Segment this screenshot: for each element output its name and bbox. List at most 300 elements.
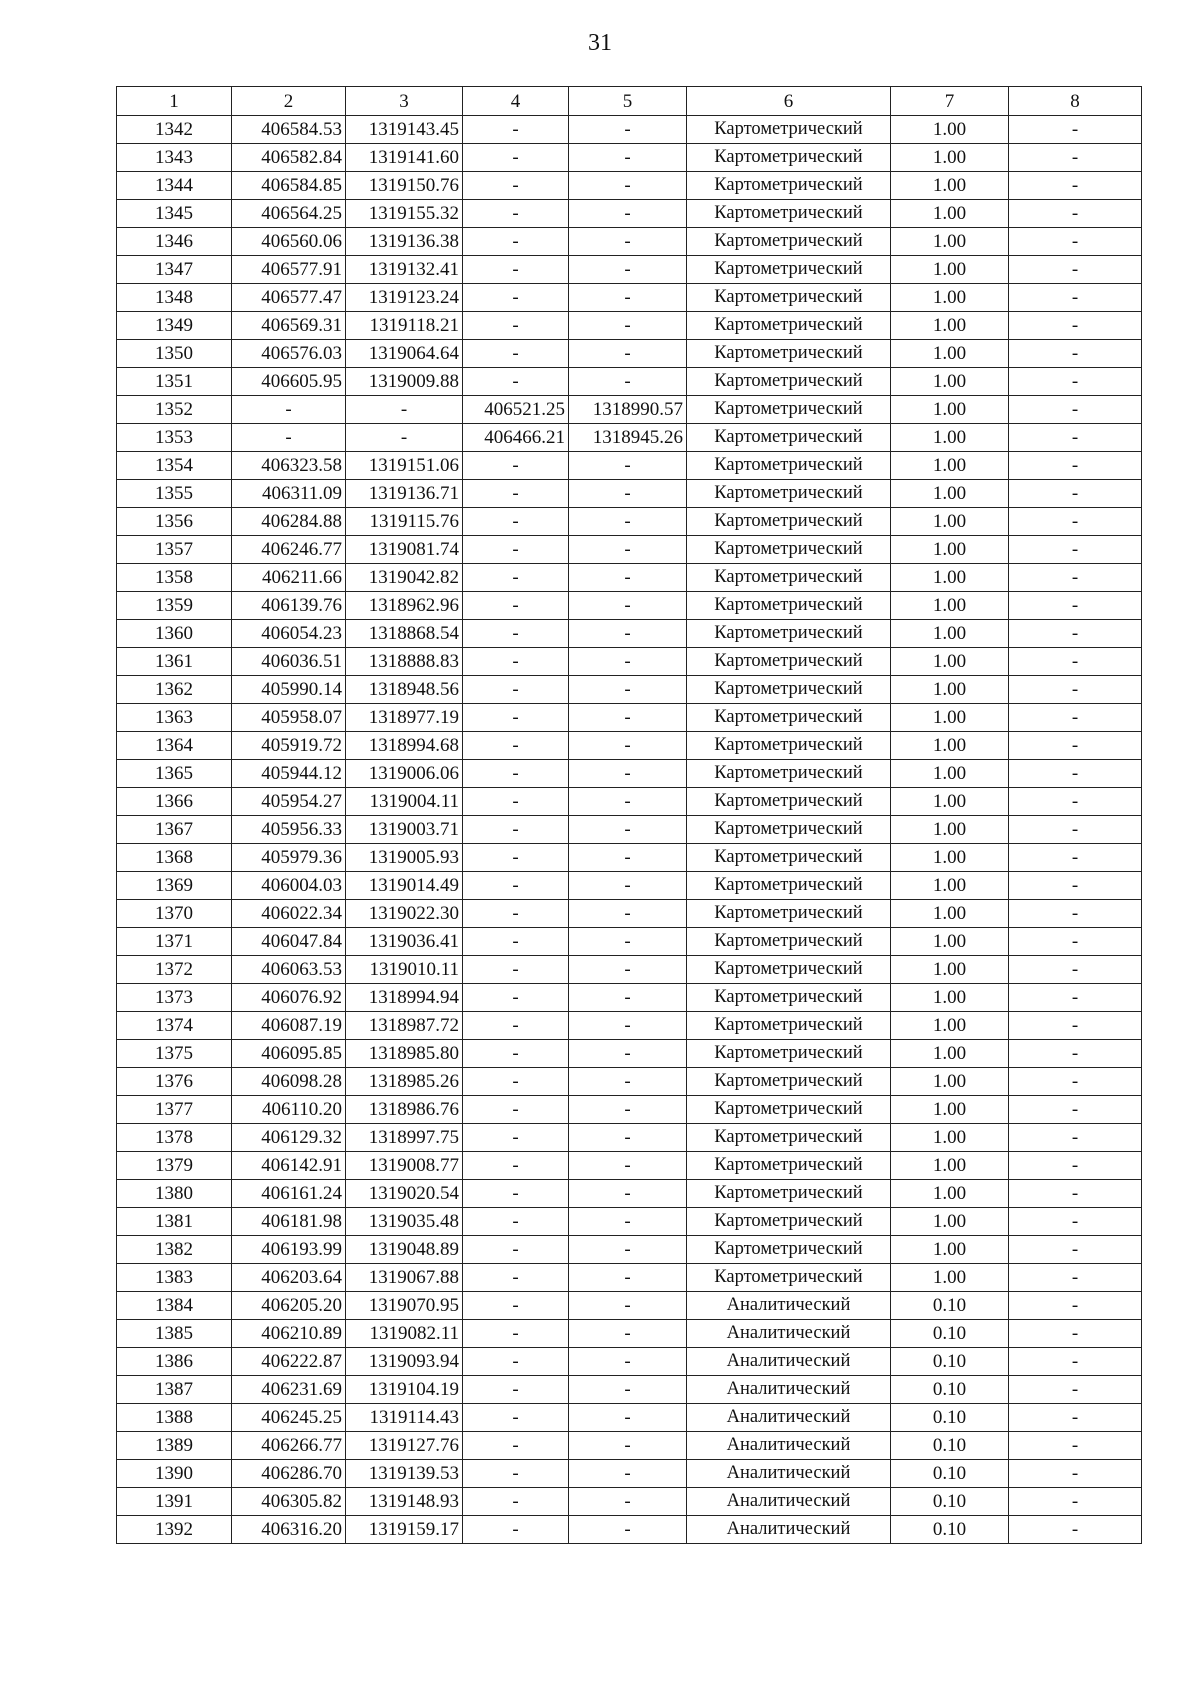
table-cell-col-1: 1364 [117, 732, 232, 760]
table-cell-col-8: - [1009, 928, 1142, 956]
table-cell-col-8: - [1009, 144, 1142, 172]
table-cell-col-1: 1348 [117, 284, 232, 312]
table-cell-col-7: 1.00 [891, 368, 1009, 396]
table-cell-col-3: 1319127.76 [346, 1432, 463, 1460]
table-cell-col-2: 406577.91 [232, 256, 346, 284]
table-cell-col-3: 1319003.71 [346, 816, 463, 844]
table-cell-col-4: - [463, 1096, 569, 1124]
table-cell-col-2: 406142.91 [232, 1152, 346, 1180]
table-body [117, 116, 1142, 1544]
table-cell-col-1: 1354 [117, 452, 232, 480]
table-cell-col-5: - [569, 312, 687, 340]
table-cell-col-3: 1319022.30 [346, 900, 463, 928]
table-cell-col-4: - [463, 1068, 569, 1096]
table-cell-col-8: - [1009, 592, 1142, 620]
table-cell-col-4: - [463, 704, 569, 732]
table-cell-col-4: - [463, 872, 569, 900]
table-cell-col-2: 406063.53 [232, 956, 346, 984]
table-cell-col-5: - [569, 1068, 687, 1096]
table-cell-col-3: 1319006.06 [346, 760, 463, 788]
table-cell-col-5: - [569, 648, 687, 676]
table-cell-col-2: - [232, 396, 346, 424]
table-cell-col-1: 1351 [117, 368, 232, 396]
table-row [117, 984, 1142, 1012]
table-cell-col-7: 1.00 [891, 676, 1009, 704]
column-header-4: 4 [463, 87, 569, 116]
table-cell-col-4: - [463, 984, 569, 1012]
table-cell-col-2: 406036.51 [232, 648, 346, 676]
table-cell-col-1: 1362 [117, 676, 232, 704]
table-cell-col-4: - [463, 956, 569, 984]
table-cell-col-1: 1387 [117, 1376, 232, 1404]
table-cell-col-6: Картометрический [687, 732, 891, 760]
table-cell-col-8: - [1009, 564, 1142, 592]
table-cell-col-5: - [569, 564, 687, 592]
table-cell-col-2: 406098.28 [232, 1068, 346, 1096]
table-cell-col-4: - [463, 844, 569, 872]
column-header-2: 2 [232, 87, 346, 116]
table-cell-col-2: 406161.24 [232, 1180, 346, 1208]
table-cell-col-7: 1.00 [891, 1068, 1009, 1096]
table-cell-col-1: 1380 [117, 1180, 232, 1208]
table-cell-col-8: - [1009, 396, 1142, 424]
table-cell-col-2: 406305.82 [232, 1488, 346, 1516]
table-cell-col-1: 1346 [117, 228, 232, 256]
table-cell-col-5: - [569, 452, 687, 480]
table-cell-col-6: Аналитический [687, 1292, 891, 1320]
table-cell-col-5: - [569, 1152, 687, 1180]
table-cell-col-6: Картометрический [687, 172, 891, 200]
table-cell-col-5: - [569, 1292, 687, 1320]
table-cell-col-5: 1318990.57 [569, 396, 687, 424]
table-cell-col-5: - [569, 200, 687, 228]
table-row [117, 508, 1142, 536]
table-cell-col-7: 1.00 [891, 1264, 1009, 1292]
table-cell-col-3: 1319132.41 [346, 256, 463, 284]
table-cell-col-6: Аналитический [687, 1348, 891, 1376]
table-cell-col-4: - [463, 1236, 569, 1264]
table-row [117, 144, 1142, 172]
table-cell-col-1: 1370 [117, 900, 232, 928]
table-cell-col-4: - [463, 1012, 569, 1040]
table-cell-col-7: 0.10 [891, 1348, 1009, 1376]
table-cell-col-3: 1319004.11 [346, 788, 463, 816]
table-cell-col-2: 406139.76 [232, 592, 346, 620]
table-cell-col-2: 406231.69 [232, 1376, 346, 1404]
table-cell-col-6: Картометрический [687, 340, 891, 368]
table-cell-col-3: 1319048.89 [346, 1236, 463, 1264]
table-cell-col-4: - [463, 1320, 569, 1348]
table-cell-col-7: 0.10 [891, 1404, 1009, 1432]
table-cell-col-2: 406286.70 [232, 1460, 346, 1488]
table-row [117, 116, 1142, 144]
table-cell-col-2: 405958.07 [232, 704, 346, 732]
table-cell-col-5: - [569, 368, 687, 396]
table-cell-col-7: 1.00 [891, 956, 1009, 984]
table-cell-col-3: 1318994.68 [346, 732, 463, 760]
table-cell-col-3: 1319014.49 [346, 872, 463, 900]
table-cell-col-3: 1319118.21 [346, 312, 463, 340]
table-cell-col-3: 1318997.75 [346, 1124, 463, 1152]
table-cell-col-7: 0.10 [891, 1376, 1009, 1404]
table-cell-col-7: 1.00 [891, 508, 1009, 536]
table-cell-col-1: 1388 [117, 1404, 232, 1432]
table-cell-col-6: Картометрический [687, 760, 891, 788]
table-cell-col-6: Картометрический [687, 844, 891, 872]
table-cell-col-6: Картометрический [687, 1236, 891, 1264]
table-cell-col-5: - [569, 872, 687, 900]
table-cell-col-6: Картометрический [687, 480, 891, 508]
table-cell-col-4: - [463, 172, 569, 200]
table-cell-col-2: 406203.64 [232, 1264, 346, 1292]
table-cell-col-4: - [463, 480, 569, 508]
table-cell-col-2: 406245.25 [232, 1404, 346, 1432]
table-cell-col-3: 1319115.76 [346, 508, 463, 536]
table-cell-col-8: - [1009, 452, 1142, 480]
column-header-1: 1 [117, 87, 232, 116]
table-cell-col-7: 1.00 [891, 1012, 1009, 1040]
table-cell-col-8: - [1009, 620, 1142, 648]
table-cell-col-2: 406569.31 [232, 312, 346, 340]
column-header-3: 3 [346, 87, 463, 116]
table-cell-col-6: Аналитический [687, 1404, 891, 1432]
table-cell-col-5: - [569, 228, 687, 256]
page-number: 31 [588, 30, 612, 56]
table-cell-col-2: 406129.32 [232, 1124, 346, 1152]
table-cell-col-8: - [1009, 256, 1142, 284]
table-cell-col-4: - [463, 368, 569, 396]
table-cell-col-6: Картометрический [687, 508, 891, 536]
table-cell-col-8: - [1009, 676, 1142, 704]
table-cell-col-6: Картометрический [687, 592, 891, 620]
table-cell-col-2: 406316.20 [232, 1516, 346, 1544]
table-cell-col-3: 1319010.11 [346, 956, 463, 984]
table-cell-col-2: 406210.89 [232, 1320, 346, 1348]
table-cell-col-3: 1318994.94 [346, 984, 463, 1012]
table-cell-col-4: - [463, 788, 569, 816]
table-cell-col-7: 1.00 [891, 228, 1009, 256]
table-cell-col-3: 1319005.93 [346, 844, 463, 872]
table-cell-col-1: 1371 [117, 928, 232, 956]
table-row [117, 648, 1142, 676]
table-cell-col-8: - [1009, 732, 1142, 760]
table-cell-col-6: Картометрический [687, 1208, 891, 1236]
table-cell-col-8: - [1009, 704, 1142, 732]
table-row [117, 592, 1142, 620]
table-cell-col-2: 406181.98 [232, 1208, 346, 1236]
table-cell-col-6: Картометрический [687, 1068, 891, 1096]
table-cell-col-7: 1.00 [891, 788, 1009, 816]
table-cell-col-6: Картометрический [687, 200, 891, 228]
table-cell-col-2: 406564.25 [232, 200, 346, 228]
table-cell-col-3: 1319104.19 [346, 1376, 463, 1404]
table-row [117, 452, 1142, 480]
table-cell-col-7: 0.10 [891, 1432, 1009, 1460]
table-cell-col-5: - [569, 788, 687, 816]
table-row [117, 368, 1142, 396]
table-cell-col-6: Картометрический [687, 984, 891, 1012]
table-cell-col-6: Картометрический [687, 704, 891, 732]
table-cell-col-4: - [463, 1292, 569, 1320]
table-cell-col-4: - [463, 816, 569, 844]
table-cell-col-4: - [463, 1208, 569, 1236]
table-cell-col-4: - [463, 676, 569, 704]
table-cell-col-7: 1.00 [891, 984, 1009, 1012]
table-cell-col-3: 1319139.53 [346, 1460, 463, 1488]
table-row [117, 256, 1142, 284]
table-cell-col-5: - [569, 536, 687, 564]
table-cell-col-4: - [463, 592, 569, 620]
table-cell-col-7: 1.00 [891, 116, 1009, 144]
table-cell-col-3: 1319151.06 [346, 452, 463, 480]
table-cell-col-4: - [463, 648, 569, 676]
column-header-7: 7 [891, 87, 1009, 116]
table-cell-col-3: 1318986.76 [346, 1096, 463, 1124]
table-cell-col-2: 406110.20 [232, 1096, 346, 1124]
table-cell-col-4: - [463, 620, 569, 648]
table-row [117, 1236, 1142, 1264]
table-cell-col-3: 1318888.83 [346, 648, 463, 676]
table-cell-col-7: 1.00 [891, 704, 1009, 732]
table-cell-col-4: - [463, 144, 569, 172]
table-row [117, 312, 1142, 340]
table-row [117, 1292, 1142, 1320]
table-cell-col-1: 1382 [117, 1236, 232, 1264]
column-header-6: 6 [687, 87, 891, 116]
table-cell-col-1: 1385 [117, 1320, 232, 1348]
table-cell-col-6: Картометрический [687, 956, 891, 984]
table-cell-col-2: 406605.95 [232, 368, 346, 396]
table-cell-col-6: Картометрический [687, 256, 891, 284]
table-cell-col-3: 1318962.96 [346, 592, 463, 620]
table-cell-col-8: - [1009, 1180, 1142, 1208]
table-row [117, 1404, 1142, 1432]
table-row [117, 844, 1142, 872]
table-cell-col-5: - [569, 256, 687, 284]
table-cell-col-3: 1318977.19 [346, 704, 463, 732]
table-cell-col-4: - [463, 1124, 569, 1152]
table-cell-col-1: 1389 [117, 1432, 232, 1460]
table-row [117, 480, 1142, 508]
table-cell-col-8: - [1009, 340, 1142, 368]
table-cell-col-8: - [1009, 1320, 1142, 1348]
table-cell-col-6: Аналитический [687, 1516, 891, 1544]
table-cell-col-1: 1373 [117, 984, 232, 1012]
table-cell-col-7: 1.00 [891, 1040, 1009, 1068]
table-cell-col-8: - [1009, 1432, 1142, 1460]
table-cell-col-3: 1319042.82 [346, 564, 463, 592]
table-cell-col-5: - [569, 284, 687, 312]
table-cell-col-6: Картометрический [687, 1152, 891, 1180]
table-cell-col-1: 1367 [117, 816, 232, 844]
table-cell-col-6: Картометрический [687, 116, 891, 144]
table-cell-col-1: 1392 [117, 1516, 232, 1544]
table-row [117, 284, 1142, 312]
table-cell-col-4: - [463, 1488, 569, 1516]
table-row [117, 1264, 1142, 1292]
table-row [117, 1124, 1142, 1152]
table-cell-col-7: 1.00 [891, 424, 1009, 452]
table-cell-col-2: 406004.03 [232, 872, 346, 900]
table-cell-col-5: - [569, 956, 687, 984]
table-cell-col-7: 1.00 [891, 284, 1009, 312]
table-cell-col-7: 1.00 [891, 536, 1009, 564]
table-cell-col-5: - [569, 900, 687, 928]
table-cell-col-4: - [463, 564, 569, 592]
table-cell-col-4: - [463, 760, 569, 788]
table-cell-col-3: 1319136.38 [346, 228, 463, 256]
table-cell-col-2: 406311.09 [232, 480, 346, 508]
table-cell-col-1: 1356 [117, 508, 232, 536]
table-cell-col-3: 1319020.54 [346, 1180, 463, 1208]
table-row [117, 1152, 1142, 1180]
table-row [117, 760, 1142, 788]
coordinates-table [116, 86, 1142, 1544]
table-cell-col-2: 406047.84 [232, 928, 346, 956]
table-cell-col-1: 1374 [117, 1012, 232, 1040]
table-cell-col-8: - [1009, 508, 1142, 536]
table-cell-col-1: 1390 [117, 1460, 232, 1488]
table-row [117, 1348, 1142, 1376]
table-cell-col-1: 1358 [117, 564, 232, 592]
table-cell-col-7: 1.00 [891, 592, 1009, 620]
table-cell-col-1: 1342 [117, 116, 232, 144]
table-cell-col-4: - [463, 256, 569, 284]
table-cell-col-1: 1386 [117, 1348, 232, 1376]
table-cell-col-8: - [1009, 1460, 1142, 1488]
table-cell-col-3: 1319114.43 [346, 1404, 463, 1432]
table-cell-col-5: - [569, 816, 687, 844]
table-cell-col-3: 1319008.77 [346, 1152, 463, 1180]
table-row [117, 1068, 1142, 1096]
table-row [117, 200, 1142, 228]
table-cell-col-5: - [569, 592, 687, 620]
table-cell-col-3: - [346, 396, 463, 424]
table-cell-col-3: 1319155.32 [346, 200, 463, 228]
table-cell-col-8: - [1009, 1068, 1142, 1096]
table-cell-col-3: 1319082.11 [346, 1320, 463, 1348]
table-cell-col-5: - [569, 1124, 687, 1152]
table-cell-col-5: - [569, 1264, 687, 1292]
table-cell-col-7: 0.10 [891, 1292, 1009, 1320]
table-cell-col-6: Картометрический [687, 788, 891, 816]
table-cell-col-7: 1.00 [891, 620, 1009, 648]
table-row [117, 900, 1142, 928]
table-cell-col-3: 1319148.93 [346, 1488, 463, 1516]
table-cell-col-3: 1319143.45 [346, 116, 463, 144]
table-cell-col-1: 1383 [117, 1264, 232, 1292]
table-cell-col-6: Картометрический [687, 1040, 891, 1068]
table-cell-col-8: - [1009, 872, 1142, 900]
table-cell-col-6: Картометрический [687, 396, 891, 424]
table-cell-col-8: - [1009, 844, 1142, 872]
table-cell-col-6: Картометрический [687, 928, 891, 956]
table-row [117, 620, 1142, 648]
table-cell-col-8: - [1009, 984, 1142, 1012]
table-cell-col-5: - [569, 1040, 687, 1068]
table-cell-col-6: Аналитический [687, 1320, 891, 1348]
table-cell-col-2: 405956.33 [232, 816, 346, 844]
table-cell-col-1: 1369 [117, 872, 232, 900]
table-cell-col-1: 1365 [117, 760, 232, 788]
table-cell-col-2: 406054.23 [232, 620, 346, 648]
table-cell-col-8: - [1009, 312, 1142, 340]
table-cell-col-7: 1.00 [891, 1180, 1009, 1208]
table-cell-col-1: 1357 [117, 536, 232, 564]
table-cell-col-8: - [1009, 1208, 1142, 1236]
table-cell-col-4: - [463, 1180, 569, 1208]
table-cell-col-7: 1.00 [891, 844, 1009, 872]
table-cell-col-5: - [569, 1432, 687, 1460]
table-cell-col-7: 1.00 [891, 480, 1009, 508]
table-cell-col-4: - [463, 1376, 569, 1404]
table-row [117, 1488, 1142, 1516]
table-row [117, 424, 1142, 452]
table-cell-col-5: - [569, 1460, 687, 1488]
table-cell-col-6: Картометрический [687, 144, 891, 172]
table-cell-col-1: 1360 [117, 620, 232, 648]
table-cell-col-8: - [1009, 816, 1142, 844]
table-cell-col-2: 406087.19 [232, 1012, 346, 1040]
table-cell-col-1: 1352 [117, 396, 232, 424]
table-cell-col-6: Картометрический [687, 228, 891, 256]
table-cell-col-6: Картометрический [687, 1180, 891, 1208]
table-cell-col-6: Картометрический [687, 620, 891, 648]
table-cell-col-1: 1372 [117, 956, 232, 984]
table-cell-col-2: 405990.14 [232, 676, 346, 704]
table-cell-col-5: - [569, 1516, 687, 1544]
table-cell-col-3: 1319136.71 [346, 480, 463, 508]
table-cell-col-2: 406576.03 [232, 340, 346, 368]
table-cell-col-1: 1384 [117, 1292, 232, 1320]
table-cell-col-3: 1319036.41 [346, 928, 463, 956]
table-cell-col-8: - [1009, 1516, 1142, 1544]
table-cell-col-5: - [569, 1208, 687, 1236]
table-cell-col-8: - [1009, 1264, 1142, 1292]
table-cell-col-7: 1.00 [891, 200, 1009, 228]
table-cell-col-4: - [463, 928, 569, 956]
table-cell-col-6: Картометрический [687, 816, 891, 844]
table-row [117, 704, 1142, 732]
table-cell-col-2: 406095.85 [232, 1040, 346, 1068]
table-cell-col-5: - [569, 1096, 687, 1124]
table-row [117, 340, 1142, 368]
table-cell-col-2: 406266.77 [232, 1432, 346, 1460]
table-cell-col-2: 406246.77 [232, 536, 346, 564]
table-cell-col-1: 1391 [117, 1488, 232, 1516]
table-cell-col-5: - [569, 340, 687, 368]
table-cell-col-5: - [569, 1376, 687, 1404]
table-row [117, 228, 1142, 256]
table-cell-col-8: - [1009, 788, 1142, 816]
table-cell-col-6: Картометрический [687, 536, 891, 564]
table-cell-col-7: 1.00 [891, 452, 1009, 480]
table-cell-col-8: - [1009, 1488, 1142, 1516]
table-cell-col-2: 405919.72 [232, 732, 346, 760]
table-cell-col-6: Картометрический [687, 564, 891, 592]
table-row [117, 1012, 1142, 1040]
table-cell-col-4: - [463, 312, 569, 340]
table-cell-col-5: - [569, 1236, 687, 1264]
table-cell-col-6: Картометрический [687, 1096, 891, 1124]
table-cell-col-3: 1319141.60 [346, 144, 463, 172]
table-cell-col-7: 1.00 [891, 816, 1009, 844]
table-cell-col-4: - [463, 1460, 569, 1488]
table-cell-col-6: Картометрический [687, 872, 891, 900]
table-cell-col-8: - [1009, 1012, 1142, 1040]
table-cell-col-1: 1366 [117, 788, 232, 816]
table-row [117, 1096, 1142, 1124]
